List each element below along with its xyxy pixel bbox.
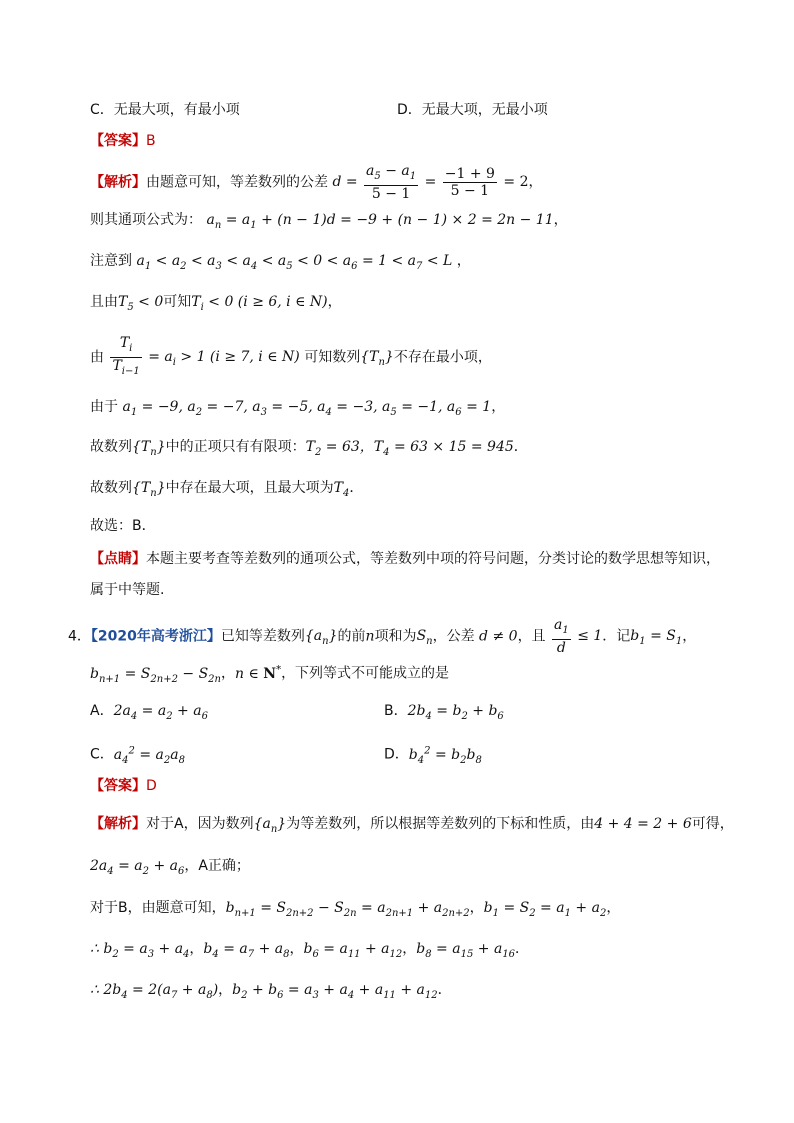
answer-value: B: [146, 133, 156, 149]
analysis-text: 可得，: [691, 816, 734, 832]
formula-max-term: $T_4$: [333, 480, 350, 499]
question-text: ，且: [517, 628, 546, 645]
formula-general-term: $a_n = a_1 + (n - 1)d = -9 + (n - 1) \times 2 = 2n - 11$: [206, 212, 554, 231]
analysis-text: 可知数列: [304, 349, 361, 366]
analysis-text: 且由: [90, 294, 118, 310]
option-label: D．: [384, 746, 409, 763]
formula-t5: $T_5 < 0$: [118, 294, 164, 313]
formula-common-difference: d = $\frac{a_5 - a_1}{5 - 1}$ = $\frac{-1 + 9}{5 - 1}$ = 2，: [332, 163, 543, 202]
question-text: 项和为: [374, 628, 417, 645]
question-text: ，公差: [432, 628, 475, 645]
formula-ratio: $\frac{T_i}{T_{i-1}}$ = $a_i > 1$ (i ≥ 7, i ∈ N): [112, 335, 305, 377]
question-text: 已知等差数列: [220, 628, 305, 645]
question-source: 【2020年高考浙江】: [90, 628, 221, 645]
analysis-label: 【解析】: [90, 816, 146, 832]
analysis-text: 中存在最大项，且最大项为: [165, 480, 334, 496]
question-4-option-d: D．$b_4^2 = b_2b_8$: [384, 745, 482, 766]
option-d: D．无最大项，无最小项: [397, 102, 548, 118]
comment-text: 本题主要考查等差数列的通项公式，等差数列中项的符号问题，分类讨论的数学思想等知识，: [146, 551, 720, 567]
analysis2-line-1: 【解析】对于A，因为数列$\{a_n\}$为等差数列，所以根据等差数列的下标和性质，由4 + 4 = 2 + 6可得，: [90, 816, 734, 835]
analysis-label: 【解析】: [90, 174, 146, 191]
question-text: ，下列等式不可能成立的是: [281, 665, 450, 682]
option-label: C．: [90, 746, 114, 763]
comment-line-2: 属于中等题.: [90, 582, 165, 598]
analysis-line-5: 由 $\frac{T_i}{T_{i-1}}$ = $a_i > 1$ (i ≥ 7, i ∈ N) 可知数列$\{T_n\}$不存在最小项，: [90, 335, 492, 377]
analysis-text: 由题意可知，等差数列的公差: [146, 174, 328, 191]
formula-b-recurrence: $b_{n+1} = S_{2n+2} - S_{2n}$: [90, 665, 221, 685]
comment-line-1: [90, 549, 720, 569]
formula-positive-terms: $T_2 = 63$，$T_4 = 63 \times 15 = 945$: [305, 439, 514, 458]
analysis-text: 可知: [163, 294, 192, 310]
analysis-text: 对于A，因为数列: [146, 816, 254, 832]
option-label: B．: [384, 703, 408, 719]
analysis-line-4: 且由$T_5 < 0$可知$T_i < 0$ (i ≥ 6, i ∈ N)，: [90, 294, 342, 313]
comment-label: 【点睛】: [90, 551, 146, 567]
analysis-text: 对于B，由题意可知，: [90, 900, 226, 916]
answer-label: 【答案】: [90, 778, 146, 794]
analysis2-line-2: $2a_4 = a_2 + a_6$，A正确；: [90, 858, 250, 877]
answer-line-2: [90, 776, 157, 796]
analysis-text: 故数列: [90, 439, 132, 455]
question-4-option-b: B．$2b_4 = b_2 + b_6$: [384, 703, 504, 722]
question-4-line-2: $b_{n+1} = S_{2n+2} - S_{2n}$，n ∈ N*，下列等式不可能成立的是: [90, 664, 450, 685]
analysis-text: 注意到: [90, 253, 132, 269]
answer-label: 【答案】: [90, 133, 146, 149]
formula-sequence-values: $a_1 = -9$, $a_2 = -7$, $a_3 = -5$, $a_4 = -3$, $a_5 = -1$, $a_6 = 1$: [122, 399, 492, 418]
formula-ti-negative: $T_i < 0$ (i ≥ 6, i ∈ N): [191, 294, 328, 313]
analysis-text: 为等差数列，所以根据等差数列的下标和性质，由: [286, 816, 595, 832]
analysis2-line-4: ∴ $b_2 = a_3 + a_4$，$b_4 = a_7 + a_8$，$b_6 = a_{11} + a_{12}$，$b_8 = a_{15} + a_{16}$．: [90, 941, 530, 960]
question-4-option-c: C．$a_4^2 = a_2a_8$: [90, 745, 185, 766]
question-text: 的前: [337, 628, 366, 645]
analysis-text: 由: [90, 349, 104, 366]
option-c: C．无最大项，有最小项: [90, 102, 240, 118]
analysis-conclusion: 故选：B．: [90, 518, 156, 534]
question-4-option-a: A．$2a_4 = a_2 + a_6$: [90, 703, 208, 722]
analysis-line-1: [90, 163, 543, 202]
formula-inequality-chain: $a_1 < a_2 < a_3 < a_4 < a_5 < 0 < a_6 = 1 < a_7 < L$: [136, 253, 453, 272]
analysis-line-2: 则其通项公式为： $a_n = a_1 + (n - 1)d = -9 + (n - 1) \times 2 = 2n - 11$，: [90, 212, 568, 231]
analysis-text: 不存在最小项，: [393, 349, 492, 366]
analysis2-line-5: ∴ $2b_4 = 2(a_7 + a_8)$，$b_2 + b_6 = a_3 + a_4 + a_{11} + a_{12}$．: [90, 982, 452, 1001]
answer-value: D: [146, 778, 157, 794]
question-4-line-1: 4．【2020年高考浙江】已知等差数列$\{a_n\}$的前n项和为$S_n$，公差 d ≠ 0，且 $\frac{a_1}{d}$ ≤ 1．记$b_1 = S_1$，: [68, 617, 697, 656]
question-number: 4．: [68, 628, 91, 645]
answer-line: [90, 131, 156, 151]
question-text: ．记: [602, 628, 631, 645]
analysis-text: 中的正项只有有限项：: [165, 439, 306, 455]
option-label: A．: [90, 703, 114, 719]
analysis-line-3: 注意到 $a_1 < a_2 < a_3 < a_4 < a_5 < 0 < a_6 = 1 < a_7 < L$ ，: [90, 253, 471, 272]
analysis-text: 故数列: [90, 480, 132, 496]
analysis-text: 由于: [90, 399, 118, 415]
analysis2-line-3: 对于B，由题意可知，$b_{n+1} = S_{2n+2} - S_{2n} = a_{2n+1} + a_{2n+2}$，$b_1 = S_2 = a_1 + a_2$，: [90, 900, 621, 919]
analysis-line-6: 由于 $a_1 = -9$, $a_2 = -7$, $a_3 = -5$, $a_4 = -3$, $a_5 = -1$, $a_6 = 1$，: [90, 399, 506, 418]
analysis-line-8: 故数列$\{T_n\}$中存在最大项，且最大项为$T_4$．: [90, 480, 364, 499]
analysis-text: 则其通项公式为：: [90, 212, 202, 228]
analysis-line-7: 故数列$\{T_n\}$中的正项只有有限项：$T_2 = 63$，$T_4 = 63 \times 15 = 945$．: [90, 439, 528, 458]
analysis-text: ，A正确；: [184, 858, 250, 874]
